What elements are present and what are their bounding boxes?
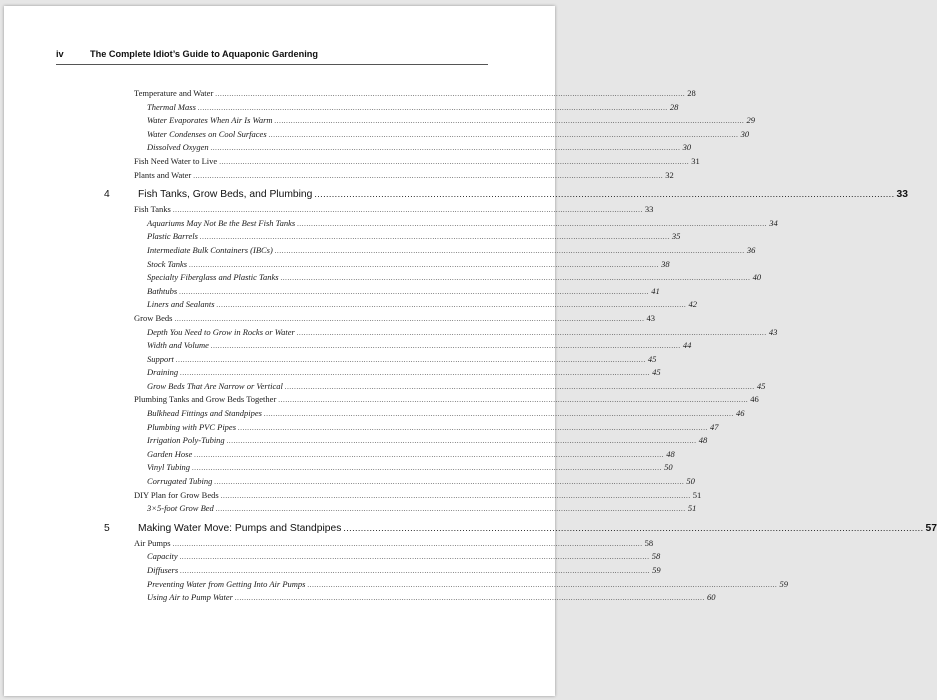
toc-entry-title: Dissolved Oxygen [147,142,209,153]
toc-entry-title: Diffusers [147,565,179,575]
toc-page-number: 33 [644,204,654,215]
dot-leader: ........................................................................................................................................................................................................ [172,206,643,215]
dot-leader: ........................................................................................................................................................................................................ [234,594,705,603]
toc-page-number: 43 [768,326,778,337]
toc-entry-title: Fish Tanks [134,204,171,215]
toc-page-number: 38 [661,258,670,269]
toc-page-number: 44 [682,340,692,351]
dot-leader: ........................................................................................................................................................................................................ [297,219,768,228]
dot-leader: ........................................................................................................................................................................................................ [210,144,681,153]
chapter-title: Making Water Move: Pumps and Standpipes [138,522,342,534]
toc-entry-title: Temperature and Water [134,88,214,98]
toc-page-number: 30 [740,128,750,139]
toc-page-number: 46 [735,408,745,419]
toc-entry [147,565,661,579]
toc-entry-title: Plumbing with PVC Pipes [147,421,237,432]
toc-entry-title: Using Air to Pump Water [147,592,233,603]
toc-entry-title: Plumbing Tanks and Grow Beds Together [134,394,277,405]
toc-entry [134,394,759,408]
table-of-contents [4,88,937,606]
toc-page-number: 57 [925,522,937,534]
toc-entry [147,299,698,313]
chapter-title: Fish Tanks, Grow Beds, and Plumbing [138,189,313,201]
dot-leader: ........................................................................................................................................................................................................ [314,189,895,200]
toc-entry [147,578,788,593]
dot-leader: ........................................................................................................................................................................................................ [263,410,734,419]
dot-leader: ........................................................................................................................................................................................................ [210,342,681,351]
toc-page-number: 50 [686,476,695,487]
dot-leader: ........................................................................................................................................................................................................ [192,464,663,473]
toc-entry [147,448,675,463]
dot-leader: ........................................................................................................................................................................................................ [194,450,665,459]
toc-entry-title: Grow Beds [134,312,173,323]
toc-entry-title: Bulkhead Fittings and Standpipes [147,408,262,419]
dot-leader: ........................................................................................................................................................................................................ [179,553,650,562]
toc-entry [147,551,661,565]
toc-page-number: 41 [651,285,660,296]
toc-entry-title: Width and Volume [147,340,209,351]
toc-entry [134,489,702,504]
chapter-number: 4 [104,189,110,201]
toc-entry-title: Vinyl Tubing [147,462,191,473]
toc-entry [147,367,661,381]
toc-entry [147,231,681,245]
toc-page-number: 60 [706,592,716,603]
toc-entry-title: Specialty Fiberglass and Plastic Tanks [147,272,279,283]
toc-chapter-entry [104,189,908,203]
dot-leader: ........................................................................................................................................................................................................ [280,274,751,283]
toc-page-number: 43 [646,312,655,323]
toc-entry [147,340,692,354]
toc-entry [147,326,778,341]
toc-page-number: 42 [688,299,698,310]
header-rule [56,64,488,65]
toc-page-number: 48 [698,435,708,446]
toc-entry [147,435,708,449]
toc-entry [147,353,657,368]
toc-page-number: 59 [652,565,661,575]
dot-leader: ........................................................................................................................................................................................................ [199,233,670,242]
dot-leader: ........................................................................................................................................................................................................ [274,117,745,126]
toc-entry [134,155,700,170]
toc-page-number: 58 [651,551,661,562]
toc-page-number: 31 [691,155,700,166]
dot-leader: ........................................................................................................................................................................................................ [226,437,697,446]
toc-entry [147,244,756,259]
book-title: The Complete Idiot’s Guide to Aquaponic Gardening [90,49,318,59]
toc-entry [147,503,697,517]
toc-entry-title: Capacity [147,551,178,562]
toc-page-number: 46 [750,394,759,405]
toc-entry-title: Support [147,353,174,364]
dot-leader: ........................................................................................................................................................................................................ [296,328,767,337]
dot-leader: ........................................................................................................................................................................................................ [274,246,745,255]
toc-entry-title [104,189,312,200]
toc-page-number: 59 [779,578,788,589]
toc-page-number: 45 [652,367,661,378]
toc-entry-title: Grow Beds That Are Narrow or Vertical [147,380,283,391]
toc-page-number: 51 [692,489,702,500]
toc-entry-title: Thermal Mass [147,101,196,112]
toc-entry [134,204,654,218]
toc-page-number: 47 [710,421,719,432]
toc-entry-title: Liners and Sealants [147,299,215,310]
toc-entry-title: Depth You Need to Grow in Rocks or Water [147,326,295,337]
toc-entry [147,421,719,436]
toc-entry-title: Air Pumps [134,537,171,548]
document-page [4,6,937,696]
chapter-number: 5 [104,522,110,534]
toc-entry [147,462,673,476]
toc-entry [134,537,654,552]
toc-entry-title: Stock Tanks [147,258,188,269]
toc-entry-title: Intermediate Bulk Containers (IBCs) [147,244,273,255]
toc-entry [147,272,762,286]
toc-page-number: 58 [644,537,654,548]
toc-page-number: 28 [687,88,696,98]
toc-page-number: 30 [682,142,692,153]
toc-entry-title: Garden Hose [147,448,193,459]
toc-entry [134,88,696,102]
toc-page-number: 50 [664,462,673,473]
toc-page-number: 40 [752,272,762,283]
running-header [56,49,488,59]
dot-leader: ........................................................................................................................................................................................................ [219,157,690,166]
dot-leader: ........................................................................................................................................................................................................ [193,171,664,180]
toc-entry-title: Corrugated Tubing [147,476,213,487]
toc-entry [147,258,670,273]
dot-leader: ........................................................................................................................................................................................................ [268,130,739,139]
toc-page-number: 51 [687,503,697,514]
dot-leader: ........................................................................................................................................................................................................ [238,423,709,432]
toc-page-number: 35 [671,231,681,242]
toc-entry-title: Draining [147,367,179,378]
dot-leader: ........................................................................................................................................................................................................ [284,382,755,391]
dot-leader: ........................................................................................................................................................................................................ [220,491,691,500]
toc-entry [147,217,778,232]
dot-leader: ........................................................................................................................................................................................................ [172,539,643,548]
toc-entry-title: Aquariums May Not Be the Best Fish Tanks [147,217,296,228]
toc-entry [147,408,745,422]
toc-page-number: 45 [756,380,766,391]
dot-leader: ........................................................................................................................................................................................................ [180,369,651,378]
toc-entry [147,592,716,606]
toc-entry [147,128,750,143]
dot-leader: ........................................................................................................................................................................................................ [216,301,687,310]
toc-entry [134,169,674,184]
toc-entry-title: DIY Plan for Grow Beds [134,489,219,500]
toc-entry [147,101,679,116]
dot-leader: ........................................................................................................................................................................................................ [180,567,651,575]
toc-page-number: 29 [746,115,756,126]
toc-entry [147,115,756,129]
dot-leader: ........................................................................................................................................................................................................ [189,260,660,269]
dot-leader: ........................................................................................................................................................................................................ [307,580,778,589]
toc-page-number: 36 [746,244,756,255]
toc-page-number: 33 [896,189,908,201]
dot-leader: ........................................................................................................................................................................................................ [174,314,645,323]
toc-page-number: 28 [669,101,679,112]
toc-entry-title: Irrigation Poly-Tubing [147,435,225,446]
toc-entry [147,285,660,300]
toc-entry [134,312,655,327]
dot-leader: ........................................................................................................................................................................................................ [278,396,749,405]
toc-entry [147,476,695,490]
toc-entry-title: Bathtubs [147,285,178,296]
toc-page-number: 45 [647,353,657,364]
toc-entry [147,380,766,395]
toc-entry-title: Plastic Barrels [147,231,198,242]
dot-leader: ........................................................................................................................................................................................................ [214,478,685,487]
toc-entry-title: Water Condenses on Cool Surfaces [147,128,267,139]
toc-entry-title: Preventing Water from Getting Into Air Pumps [147,578,306,589]
dot-leader: ........................................................................................................................................................................................................ [343,522,924,533]
toc-page-number: 34 [769,217,778,228]
toc-entry-title [104,523,341,534]
toc-entry-title: Plants and Water [134,169,192,180]
toc-entry-title: Fish Need Water to Live [134,155,218,166]
dot-leader: ........................................................................................................................................................................................................ [179,287,650,296]
dot-leader: ........................................................................................................................................................................................................ [175,355,646,364]
toc-page-number: 32 [665,169,674,180]
dot-leader: ........................................................................................................................................................................................................ [215,90,686,98]
dot-leader: ........................................................................................................................................................................................................ [215,505,686,514]
toc-entry-title: Water Evaporates When Air Is Warm [147,115,273,126]
page-folio: iv [56,49,64,59]
toc-chapter-entry [104,522,937,537]
toc-entry-title: 3×5-foot Grow Bed [147,503,214,514]
toc-entry [147,142,692,156]
dot-leader: ........................................................................................................................................................................................................ [197,103,668,112]
toc-page-number: 48 [666,448,675,459]
